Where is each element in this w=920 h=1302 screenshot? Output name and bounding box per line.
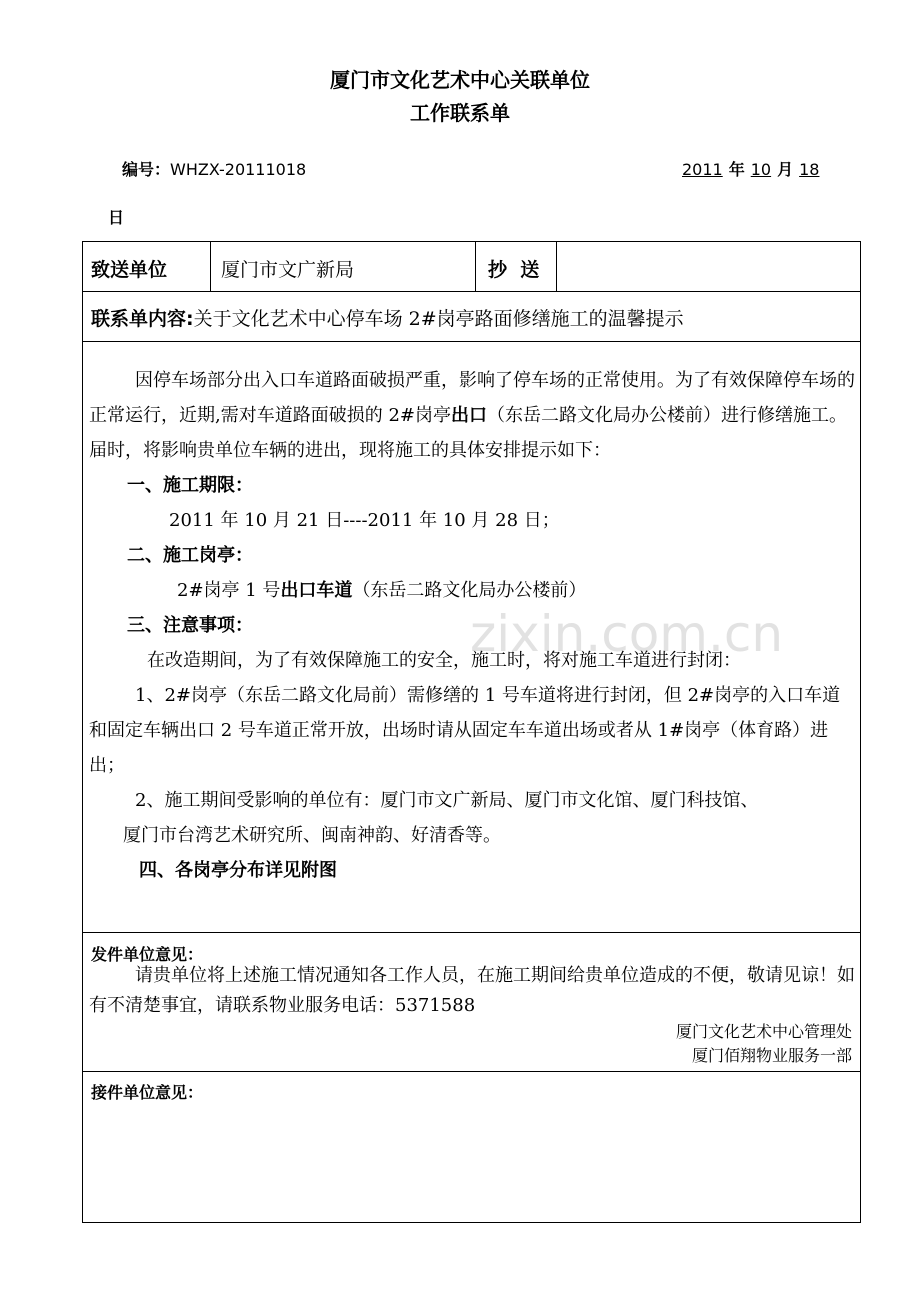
intro-text-end: （东岳二路文化局办公楼前）进行修缮施工。届时，将影响贵单位车辆的进出，现将施工的具体安排提示如下： xyxy=(89,405,847,461)
sender-opinion-paragraph: 请贵单位将上述施工情况通知各工作人员，在施工期间给贵单位造成的不便，敬请见谅！如有不清楚事宜，请联系物业服务电话：5371588 xyxy=(89,965,855,1016)
document-subtitle: 工作联系单 xyxy=(410,101,510,125)
sender-opinion-text xyxy=(89,961,857,1021)
serial-value: WHZX-20111018 xyxy=(170,160,307,179)
recipient-label: 致送单位 xyxy=(91,259,168,281)
content-subject: 关于文化艺术中心停车场 2#岗亭路面修缮施工的温馨提示 xyxy=(193,308,684,330)
table-divider xyxy=(83,932,860,933)
date-year-unit: 年 xyxy=(728,160,745,179)
sender-opinion-label: 发件单位意见： xyxy=(91,945,204,964)
content-label: 联系单内容: xyxy=(91,308,194,330)
notes-item-1: 1、2#岗亭（东岳二路文化局前）需修缮的 1 号车道将进行封闭，但 2#岗亭的入口车道和固定车辆出口 2 号车道正常开放，出场时请从固定车车道出场或者从 1#岗亭（体育路）进出； xyxy=(89,685,841,776)
booth-emphasis: 出口车道 xyxy=(280,580,353,601)
contact-form-table xyxy=(82,241,861,1223)
intro-text: 因停车场部分出入口车道路面破损严重，影响了停车场的正常使用。为了有效保障停车场的正常运行，近期,需对车道路面破损的 2#岗亭 xyxy=(89,370,855,426)
date-year: 2011 xyxy=(682,160,723,179)
intro-emphasis: 出口 xyxy=(450,405,487,426)
cc-label: 抄 送 xyxy=(488,259,540,281)
receiver-opinion-label: 接件单位意见： xyxy=(91,1083,204,1102)
table-divider xyxy=(83,1071,860,1072)
date-day-unit: 日 xyxy=(108,208,125,227)
notes-item-2b: 厦门市台湾艺术研究所、闽南神韵、好清香等。 xyxy=(123,825,501,846)
intro-paragraph xyxy=(89,363,857,468)
recipient-value: 厦门市文广新局 xyxy=(221,259,355,281)
section-period-heading: 一、施工期限： xyxy=(127,475,253,496)
notice-body xyxy=(89,363,857,888)
sender-signatures xyxy=(676,1020,852,1068)
table-divider xyxy=(475,242,476,292)
sender-org-1: 厦门文化艺术中心管理处 xyxy=(675,1022,852,1041)
notes-intro: 在改造期间，为了有效保障施工的安全，施工时，将对施工车道进行封闭： xyxy=(147,650,741,671)
serial-number xyxy=(122,157,306,180)
section-period-text: 2011 年 10 月 21 日----2011 年 10 月 28 日； xyxy=(169,510,560,531)
watermark: zixin.com.cn xyxy=(470,605,784,663)
date xyxy=(676,157,825,180)
notes-item-2a: 2、施工期间受影响的单位有：厦门市文广新局、厦门市文化馆、厦门科技馆、 xyxy=(135,790,759,811)
date-month-unit: 月 xyxy=(777,160,794,179)
section-booth-heading: 二、施工岗亭： xyxy=(127,545,253,566)
date-day: 18 xyxy=(799,160,820,179)
sender-org-2: 厦门佰翔物业服务一部 xyxy=(691,1046,852,1065)
content-row xyxy=(91,304,684,331)
document-title: 厦门市文化艺术中心关联单位 xyxy=(330,68,590,92)
booth-location: （东岳二路文化局办公楼前） xyxy=(352,580,587,601)
section-booth-text xyxy=(89,573,857,608)
booth-text: 2#岗亭 1 号 xyxy=(177,580,281,601)
section-notes-heading: 三、注意事项： xyxy=(127,615,253,636)
serial-label: 编号： xyxy=(122,160,171,179)
table-divider xyxy=(83,341,860,342)
table-divider xyxy=(210,242,211,292)
table-divider xyxy=(556,242,557,292)
date-month: 10 xyxy=(750,160,772,179)
section-map-heading: 四、各岗亭分布详见附图 xyxy=(139,860,337,881)
table-divider xyxy=(83,291,860,292)
